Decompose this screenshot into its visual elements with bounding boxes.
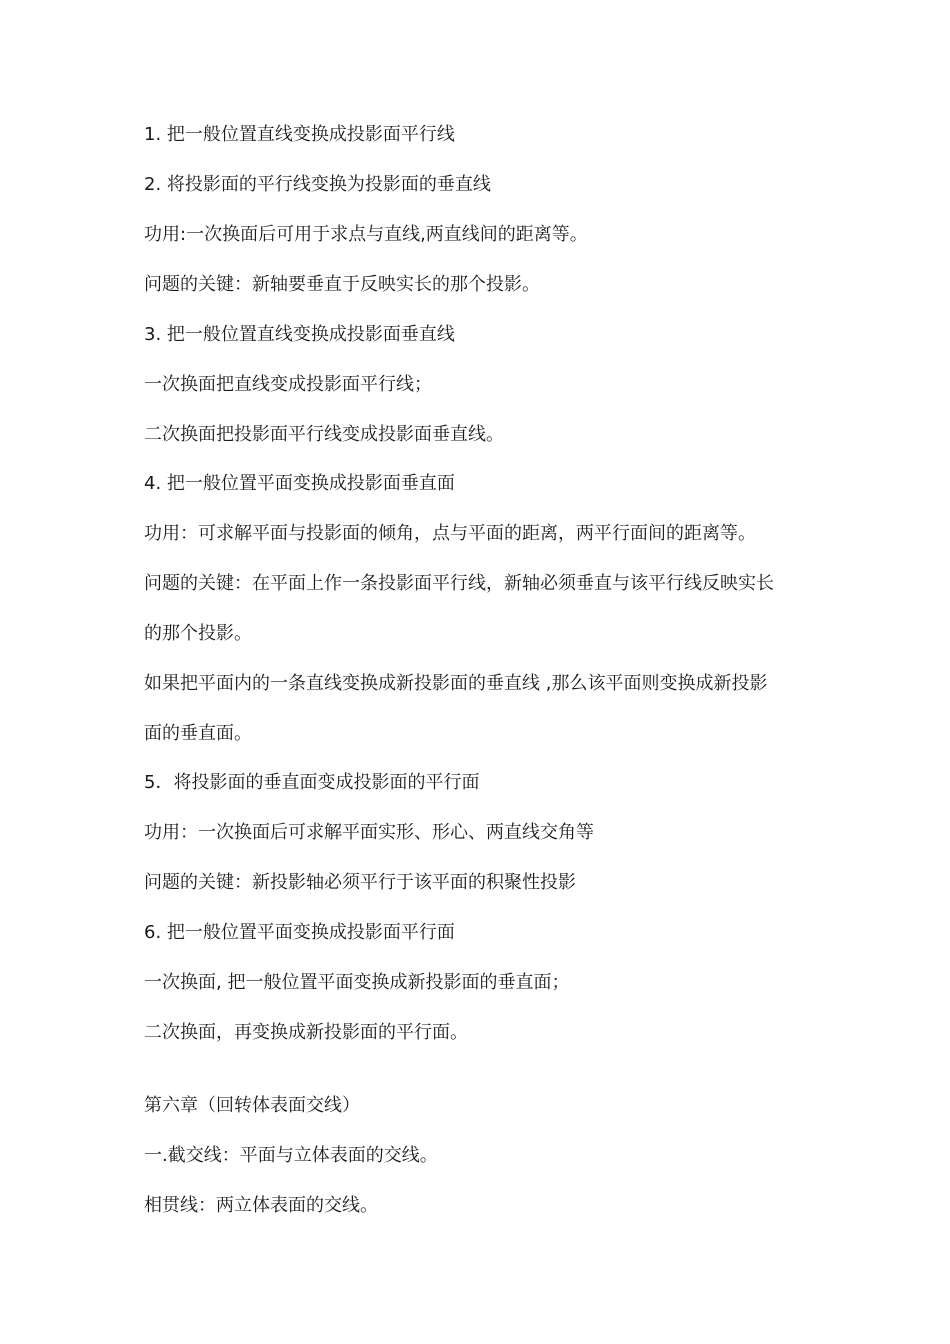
definition-intersection-line: 相贯线：两立体表面的交线。	[144, 1195, 378, 1216]
paragraph-step-1: 一次换面把直线变成投影面平行线；	[144, 374, 432, 395]
heading-1: 1. 把一般位置直线变换成投影面平行线	[144, 124, 455, 145]
definition-section-line: 一.截交线：平面与立体表面的交线。	[144, 1145, 438, 1166]
heading-4: 4. 把一般位置平面变换成投影面垂直面	[144, 473, 455, 494]
heading-5: 5．将投影面的垂直面变成投影面的平行面	[144, 772, 480, 793]
paragraph-step-6-1: 一次换面, 把一般位置平面变换成新投影面的垂直面；	[144, 972, 570, 993]
paragraph-key-4-line2: 的那个投影。	[144, 623, 252, 644]
chapter-title: 第六章（回转体表面交线）	[144, 1095, 360, 1116]
paragraph-note-line2: 面的垂直面。	[144, 723, 252, 744]
paragraph-step-6-2: 二次换面，再变换成新投影面的平行面。	[144, 1022, 468, 1043]
paragraph-function-5: 功用：一次换面后可求解平面实形、形心、两直线交角等	[144, 822, 594, 843]
heading-3: 3. 把一般位置直线变换成投影面垂直线	[144, 324, 455, 345]
paragraph-key-5: 问题的关键：新投影轴必须平行于该平面的积聚性投影	[144, 872, 576, 893]
paragraph-key-4-line1: 问题的关键：在平面上作一条投影面平行线，新轴必须垂直与该平行线反映实长	[144, 573, 774, 594]
paragraph-function-4: 功用：可求解平面与投影面的倾角，点与平面的距离，两平行面间的距离等。	[144, 523, 756, 544]
paragraph-key-1: 问题的关键：新轴要垂直于反映实长的那个投影。	[144, 274, 540, 295]
heading-2: 2. 将投影面的平行线变换为投影面的垂直线	[144, 174, 491, 195]
paragraph-function-1: 功用:一次换面后可用于求点与直线,两直线间的距离等。	[144, 224, 588, 245]
heading-6: 6. 把一般位置平面变换成投影面平行面	[144, 922, 455, 943]
paragraph-note-line1: 如果把平面内的一条直线变换成新投影面的垂直线 ,那么该平面则变换成新投影	[144, 673, 768, 694]
paragraph-step-2: 二次换面把投影面平行线变成投影面垂直线。	[144, 424, 504, 445]
